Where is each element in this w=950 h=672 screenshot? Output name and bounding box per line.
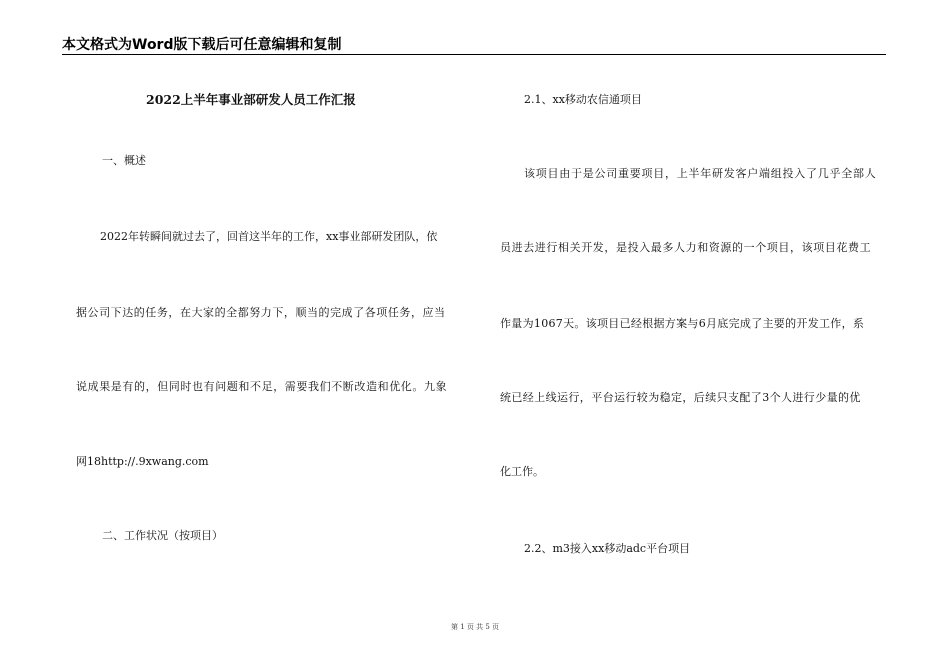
paragraph-line: 作量为1067天。该项目已经根据方案与6月底完成了主要的开发工作，系 bbox=[500, 317, 865, 330]
banner-divider bbox=[62, 54, 886, 55]
paragraph-line: 据公司下达的任务，在大家的全都努力下，顺当的完成了各项任务，应当 bbox=[76, 306, 446, 319]
section-heading-overview: 一、概述 bbox=[102, 154, 146, 167]
paragraph-line: 说成果是有的，但同时也有问题和不足，需要我们不断改造和优化。九象 bbox=[76, 380, 448, 393]
paragraph-line: 统已经上线运行，平台运行较为稳定，后续只支配了3个人进行少量的优 bbox=[500, 391, 861, 404]
paragraph-line: 网18http://.9xwang.com bbox=[76, 455, 209, 468]
paragraph-line bbox=[100, 230, 461, 244]
section-heading-work-status: 二、工作状况（按项目） bbox=[102, 529, 223, 542]
paragraph-line: 员进去进行相关开发，是投入最多人力和资源的一个项目，该项目花费工 bbox=[500, 241, 872, 254]
subsection-heading-2-2: 2.2、m3接入xx移动adc平台项目 bbox=[524, 542, 691, 555]
paragraph-line: 该项目由于是公司重要项目，上半年研发客户端组投入了几乎全部人 bbox=[524, 167, 877, 180]
subsection-heading-2-1: 2.1、xx移动农信通项目 bbox=[524, 93, 642, 106]
document-banner: 本文格式为Word版下载后可任意编辑和复制 bbox=[62, 37, 342, 53]
page-number: 第 1 页 共 5 页 bbox=[450, 623, 500, 631]
paragraph-line-text: 2022年转瞬间就过去了，回首这半年的工作，xx事业部研发团队，依 bbox=[100, 230, 438, 243]
paragraph-line: 化工作。 bbox=[500, 465, 544, 478]
document-title: 2022上半年事业部研发人员工作汇报 bbox=[146, 92, 356, 107]
